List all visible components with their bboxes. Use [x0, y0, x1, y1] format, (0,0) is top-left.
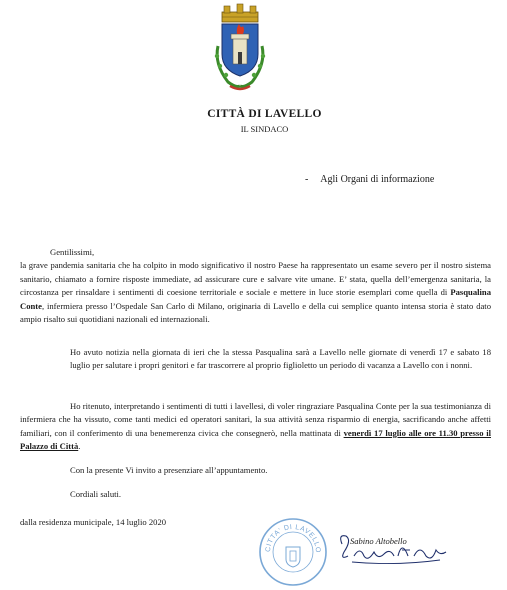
city-name: CITTÀ DI LAVELLO [207, 108, 322, 120]
closing-text: Cordiali saluti. [70, 489, 122, 499]
mayor-office: IL SINDACO [240, 124, 289, 134]
recipient-text: Agli Organi di informazione [320, 174, 435, 185]
signer-name: Sabino Altobello [350, 536, 407, 546]
paragraph-award [20, 400, 491, 454]
municipal-stamp-icon [258, 517, 328, 587]
nurse-name: Pasqualina Conte [20, 287, 491, 311]
visit-text [20, 346, 491, 373]
invite-text: Con la presente Vi invito a presenziare all’appuntamento. [70, 465, 268, 475]
intro-text-a: la grave pandemia sanitaria che ha colpito in modo significativo il nostro Paese ha rappresentato un esame severo per il nostro sistema sanitario, chiamato a fornire risposte immediate, ad assicurare cure e salvare vite umane. E’ stata, quella dell’emergenza sanitaria, la circostanza per rinsaldare i sentimenti di coesione territoriale e sociale e mettere in luce storie esemplari come quella di [20, 260, 491, 298]
award-text-b: . [78, 441, 81, 452]
recipient-line [305, 174, 434, 185]
greeting: Gentilissimi, [50, 247, 95, 257]
award-indent [20, 401, 70, 411]
recipient-dash: - [305, 174, 309, 185]
award-text-a: Ho ritenuto, interpretando i sentimenti di tutti i lavellesi, di voler ringraziare Pasqualina Conte per la sua testimonianza di infermiera che ha vissuto, come tanti medici ed operatori sanitari, la sua attività senza risparmio di energia, sacrificando anche affetti familiari, con il conferimento di una benemerenza civica che consegnerò, nella mattinata di [20, 401, 491, 438]
date-place: dalla residenza municipale, 14 luglio 2020 [20, 517, 167, 527]
paragraph-closing [20, 488, 491, 501]
handwritten-signature-icon [336, 526, 456, 572]
paragraph-intro [20, 246, 491, 326]
mural-crown [222, 4, 258, 22]
paragraph-invite [20, 464, 491, 477]
city-coat-of-arms-icon [208, 2, 272, 94]
stamp-text: CITTA' DI LAVELLO [264, 523, 322, 554]
intro-text-b: , infermiera presso l’Ospedale San Carlo di Milano, originaria di Lavello e della cui semplice quanto intensa storia è stato dato ampio risalto sui quotidiani nazionali ed internazionali. [20, 300, 491, 325]
visit-text-content: Ho avuto notizia nella giornata di ieri che la stessa Pasqualina sarà a Lavello nelle giornate di venerdì 17 e sabato 18 luglio per salutare i propri genitori e far trascorrere al proprio figlioletto un periodo di vacanza a Lavello con i nonni. [70, 347, 491, 371]
ceremony-datetime: venerdì 17 luglio alle ore 11.30 presso il Palazzo di Città [20, 427, 491, 452]
paragraph-visit [20, 346, 491, 373]
